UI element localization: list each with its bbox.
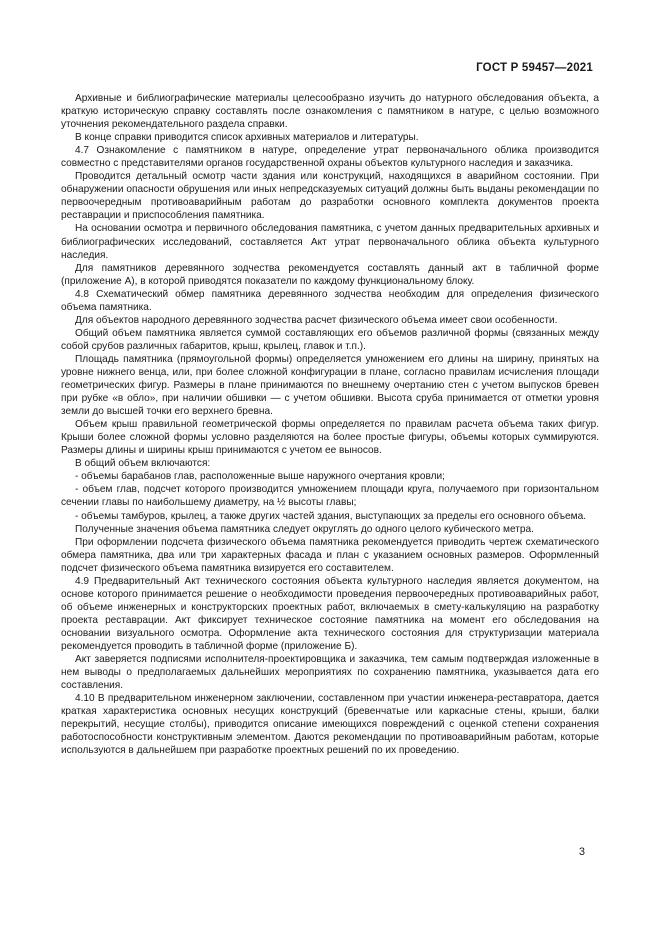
paragraph: В общий объем включаются: <box>75 458 211 470</box>
paragraph: Проводится детальный осмотр части здания или конструкций, находящихся в аварийном состоянии. При обнаружении опасности обрушения или иных непредсказуемых ситуаций должны быть выданы рекомендации по первоочередным противоаварийным работам до разработки основного комплекта документов проекта реставрации и приспособления памятника. <box>61 171 599 222</box>
paragraph: Объем крыш правильной геометрической формы определяется по правилам расчета объема таких фигур. Крыши более сложной формы условно разделяются на более простые фигуры, объемы которых суммируются. Размеры длины и ширины крыш принимаются с учетом ее выносов. <box>61 419 599 457</box>
section-4-7: 4.7 Ознакомление с памятником в натуре, определение утрат первоначального облика производится совместно с представителями органов государственной охраны объектов культурного наследия и заказчика. <box>61 145 599 170</box>
paragraph: В конце справки приводится список архивных материалов и литературы. <box>75 132 419 144</box>
paragraph: Архивные и библиографические материалы целесообразно изучить до натурного обследования объекта, а краткую историческую справку составлять после ознакомления с памятником в натуре, с целью возможного уточнения рекомендательного раздела справки. <box>61 93 599 131</box>
section-4-9: 4.9 Предварительный Акт технического состояния объекта культурного наследия является документом, на основе которого принимается решение о необходимости проведения первоочередных противоаварийных работ, об объеме инженерных и конструкторских проектных работ, включаемых в смету-калькуляцию на разработку проекта реставрации. Акт фиксирует техническое состояние памятника на момент его обследования на основании визуального осмотра. Оформление акта технического состояния для структуризации материала рекомендуется проводить в табличной форме (приложение Б). <box>61 575 599 652</box>
list-item: - объемы барабанов глав, расположенные выше наружного очертания кровли; <box>75 471 445 483</box>
list-item: - объем глав, подсчет которого производится умножением площади круга, получаемого при горизонтальном сечении главы по наибольшему диаметру, на ½ высоты главы; <box>61 484 599 509</box>
paragraph: Общий объем памятника является суммой составляющих его объемов различной формы (связанных между собой срубов различных габаритов, крыш, крылец, главок и т.п.). <box>61 327 599 352</box>
document-body <box>61 92 599 757</box>
page-number: 3 <box>578 846 585 858</box>
section-4-8: 4.8 Схематический обмер памятника деревянного зодчества необходим для определения физического объема памятника. <box>61 288 599 313</box>
section-4-10: 4.10 В предварительном инженерном заключении, составленном при участии инженера-реставратора, дается краткая характеристика основных несущих конструкций (бревенчатые или каркасные стены, крыши, балки перекрытий, несущие столбы), приводится описание имеющихся повреждений с оценкой степени сохранения работоспособности конструктивным элементом. Даются рекомендации по противоаварийным работам, которые используются в дальнейшем при разработке проектных решений по их проведению. <box>61 693 599 757</box>
paragraph: При оформлении подсчета физического объема памятника рекомендуется приводить чертеж схематического обмера памятника, два или три характерных фасада и план с указанием основных размеров. Оформленный подсчет физического объема памятника визируется его составителем. <box>61 536 599 574</box>
paragraph: На основании осмотра и первичного обследования памятника, с учетом данных предварительных архивных и библиографических исследований, составляется Акт утрат первоначального облика объекта культурного наследия. <box>61 223 599 261</box>
paragraph: Для объектов народного деревянного зодчества расчет физического объема имеет свои особенности. <box>75 314 558 326</box>
standard-designation: ГОСТ Р 59457—2021 <box>476 62 593 74</box>
paragraph: Площадь памятника (прямоугольной формы) определяется умножением его длины на ширину, принятых на уровне нижнего венца, или, при более сложной конфигурации в плане, согласно правилам исчисления площади геометрических фигур. Размеры в плане принимаются по внешнему очертанию стен с учетом выпусков бревен при рубке «в обло», при наличии обшивки — с учетом обшивки. Высота сруба принимается от отметки уровня земли до высшей точки его верхнего бревна. <box>61 353 599 418</box>
paragraph: Полученные значения объема памятника следует округлять до одного целого кубического метра. <box>75 523 534 535</box>
paragraph: Акт заверяется подписями исполнителя-проектировщика и заказчика, тем самым подтверждая изложенные в нем выводы о предполагаемых дальнейших мероприятиях по сохранению памятника, указывается дата его составления. <box>61 654 599 692</box>
list-item: - объемы тамбуров, крылец, а также других частей здания, выступающих за пределы его основного объема. <box>75 510 587 522</box>
paragraph: Для памятников деревянного зодчества рекомендуется составлять данный акт в табличной форме (приложение А), в которой приводятся показатели по каждому функциональному блоку. <box>61 262 599 287</box>
